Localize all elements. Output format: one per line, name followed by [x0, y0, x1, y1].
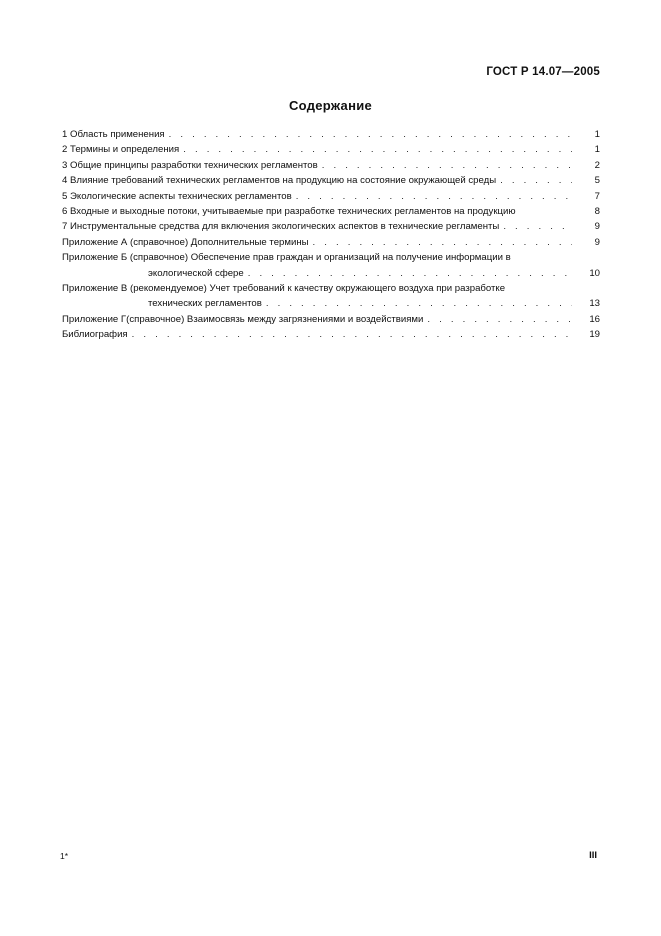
toc-entry-page: 16: [589, 313, 600, 325]
footer-mark: 1*: [60, 851, 69, 861]
toc-entry-label: Приложение В (рекомендуемое) Учет требований к качеству окружающего воздуха при разработке: [62, 283, 506, 295]
toc-entry-label: 2 Термины и определения: [62, 144, 180, 156]
toc-entry-label: Приложение Б (справочное) Обеспечение прав граждан и организаций на получение информации в: [62, 252, 511, 264]
toc-leader-dots: [500, 173, 572, 188]
toc-leader-dots: [248, 266, 572, 281]
toc-leader-dots: [169, 127, 572, 142]
toc-entry-label: 5 Экологические аспекты технических регламентов: [62, 190, 292, 202]
toc-entry-page: 2: [594, 159, 600, 171]
toc-entry-4[interactable]: [62, 173, 600, 188]
toc-entry-label: Библиография: [62, 329, 128, 341]
toc-leader-dots: [296, 189, 572, 204]
page-number: III: [589, 850, 597, 861]
toc-entry-2[interactable]: [62, 142, 600, 157]
toc-entry-page: 9: [594, 236, 600, 248]
toc-entry-bibliography[interactable]: [62, 327, 600, 342]
toc-entry-1[interactable]: [62, 127, 600, 142]
toc-entry-3[interactable]: [62, 158, 600, 173]
toc-entry-appendix-g[interactable]: [62, 312, 600, 327]
toc-entry-label: Приложение А (справочное) Дополнительные термины: [62, 236, 309, 248]
toc-leader-dots: [266, 296, 572, 311]
toc-entry-label: 6 Входные и выходные потоки, учитываемые при разработке технических регламентов на продукцию: [62, 206, 516, 218]
toc-entry-appendix-v[interactable]: [62, 281, 600, 312]
toc-entry-appendix-a[interactable]: [62, 235, 600, 250]
toc-entry-page: 1: [594, 129, 600, 140]
page-title: Содержание: [288, 98, 373, 113]
toc-entry-page: 1: [594, 144, 600, 156]
toc-leader-dots: [322, 158, 572, 173]
toc-leader-dots: [427, 312, 572, 327]
toc-entry-page: 8: [594, 206, 600, 218]
toc-entry-label-continued: экологической сфере: [148, 267, 244, 279]
toc-leader-dots: [132, 327, 572, 342]
table-of-contents: [62, 127, 600, 343]
toc-entry-appendix-b[interactable]: [62, 250, 600, 281]
toc-entry-5[interactable]: [62, 189, 600, 204]
toc-entry-page: 19: [589, 329, 600, 341]
toc-entry-label: 7 Инструментальные средства для включения экологических аспектов в технические регламенты: [62, 221, 500, 233]
toc-entry-label: 3 Общие принципы разработки технических регламентов: [62, 159, 318, 171]
toc-entry-page: 5: [594, 175, 600, 187]
toc-entry-label: 1 Область применения: [62, 129, 165, 140]
toc-entry-page: 7: [594, 190, 600, 202]
toc-leader-dots: [183, 142, 572, 157]
toc-entry-label: 4 Влияние требований технических регламентов на продукцию на состояние окружающей среды: [62, 175, 497, 187]
toc-entry-page: 13: [589, 298, 600, 310]
toc-entry-7[interactable]: [62, 219, 600, 234]
toc-entry-page: 9: [594, 221, 600, 233]
toc-entry-page: 10: [589, 267, 600, 279]
toc-leader-dots: [313, 235, 572, 250]
toc-entry-label: Приложение Г(справочное) Взаимосвязь между загрязнениями и воздействиями: [62, 313, 424, 325]
toc-entry-6[interactable]: [62, 204, 600, 219]
toc-entry-label-continued: технических регламентов: [148, 298, 262, 310]
toc-leader-dots: [503, 219, 572, 234]
document-header: ГОСТ Р 14.07—2005: [486, 66, 600, 78]
